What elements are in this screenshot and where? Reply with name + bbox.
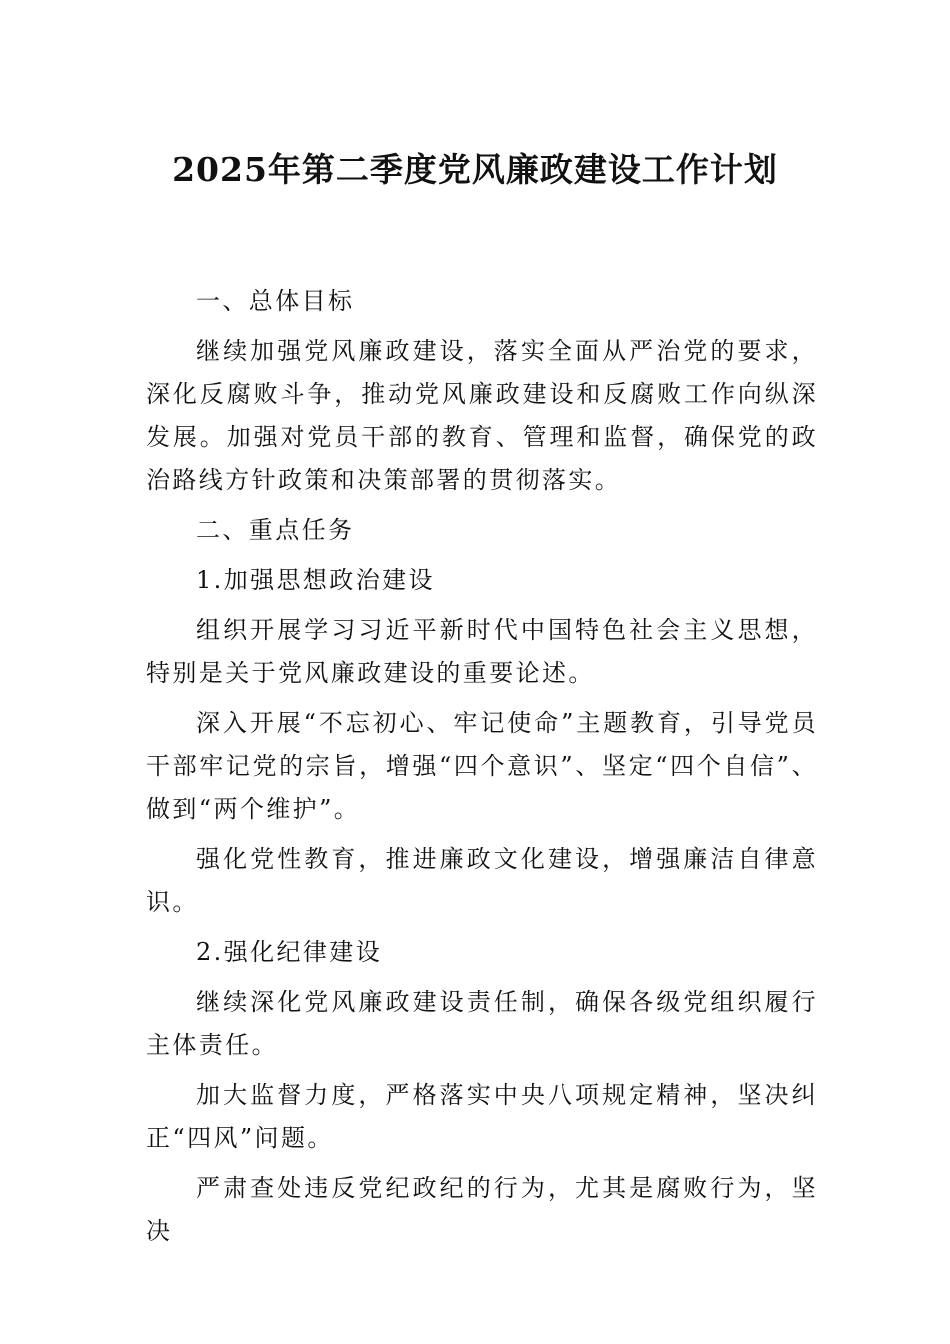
- section-heading-key-tasks: 二、重点任务: [196, 516, 355, 544]
- paragraph-supervision: 加大监督力度，严格落实中央八项规定精神，坚决纠正“四风”问题。: [146, 1081, 818, 1152]
- document-body: [146, 280, 818, 1260]
- subheading-ideological-political: 1.加强思想政治建设: [196, 566, 435, 594]
- paragraph-party-spirit: 强化党性教育，推进廉政文化建设，增强廉洁自律意识。: [146, 845, 818, 916]
- document-title: 2025年第二季度党风廉政建设工作计划: [172, 150, 778, 189]
- subheading-discipline: 2.强化纪律建设: [196, 938, 383, 966]
- paragraph-investigation: 严肃查处违反党纪政纪的行为，尤其是腐败行为，坚决: [146, 1174, 818, 1245]
- section-heading-overall-goal: 一、总体目标: [196, 287, 355, 315]
- paragraph-responsibility-system: 继续深化党风廉政建设责任制，确保各级党组织履行主体责任。: [146, 988, 818, 1059]
- paragraph-theme-education: 深入开展“不忘初心、牢记使命”主题教育，引导党员干部牢记党的宗旨，增强“四个意识”、坚定“四个自信”、做到“两个维护”。: [146, 709, 818, 823]
- paragraph-study-thought: 组织开展学习习近平新时代中国特色社会主义思想，特别是关于党风廉政建设的重要论述。: [146, 616, 818, 687]
- paragraph-overall-goal: 继续加强党风廉政建设，落实全面从严治党的要求，深化反腐败斗争，推动党风廉政建设和反腐败工作向纵深发展。加强对党员干部的教育、管理和监督，确保党的政治路线方针政策和决策部署的贯彻落实。: [146, 337, 818, 494]
